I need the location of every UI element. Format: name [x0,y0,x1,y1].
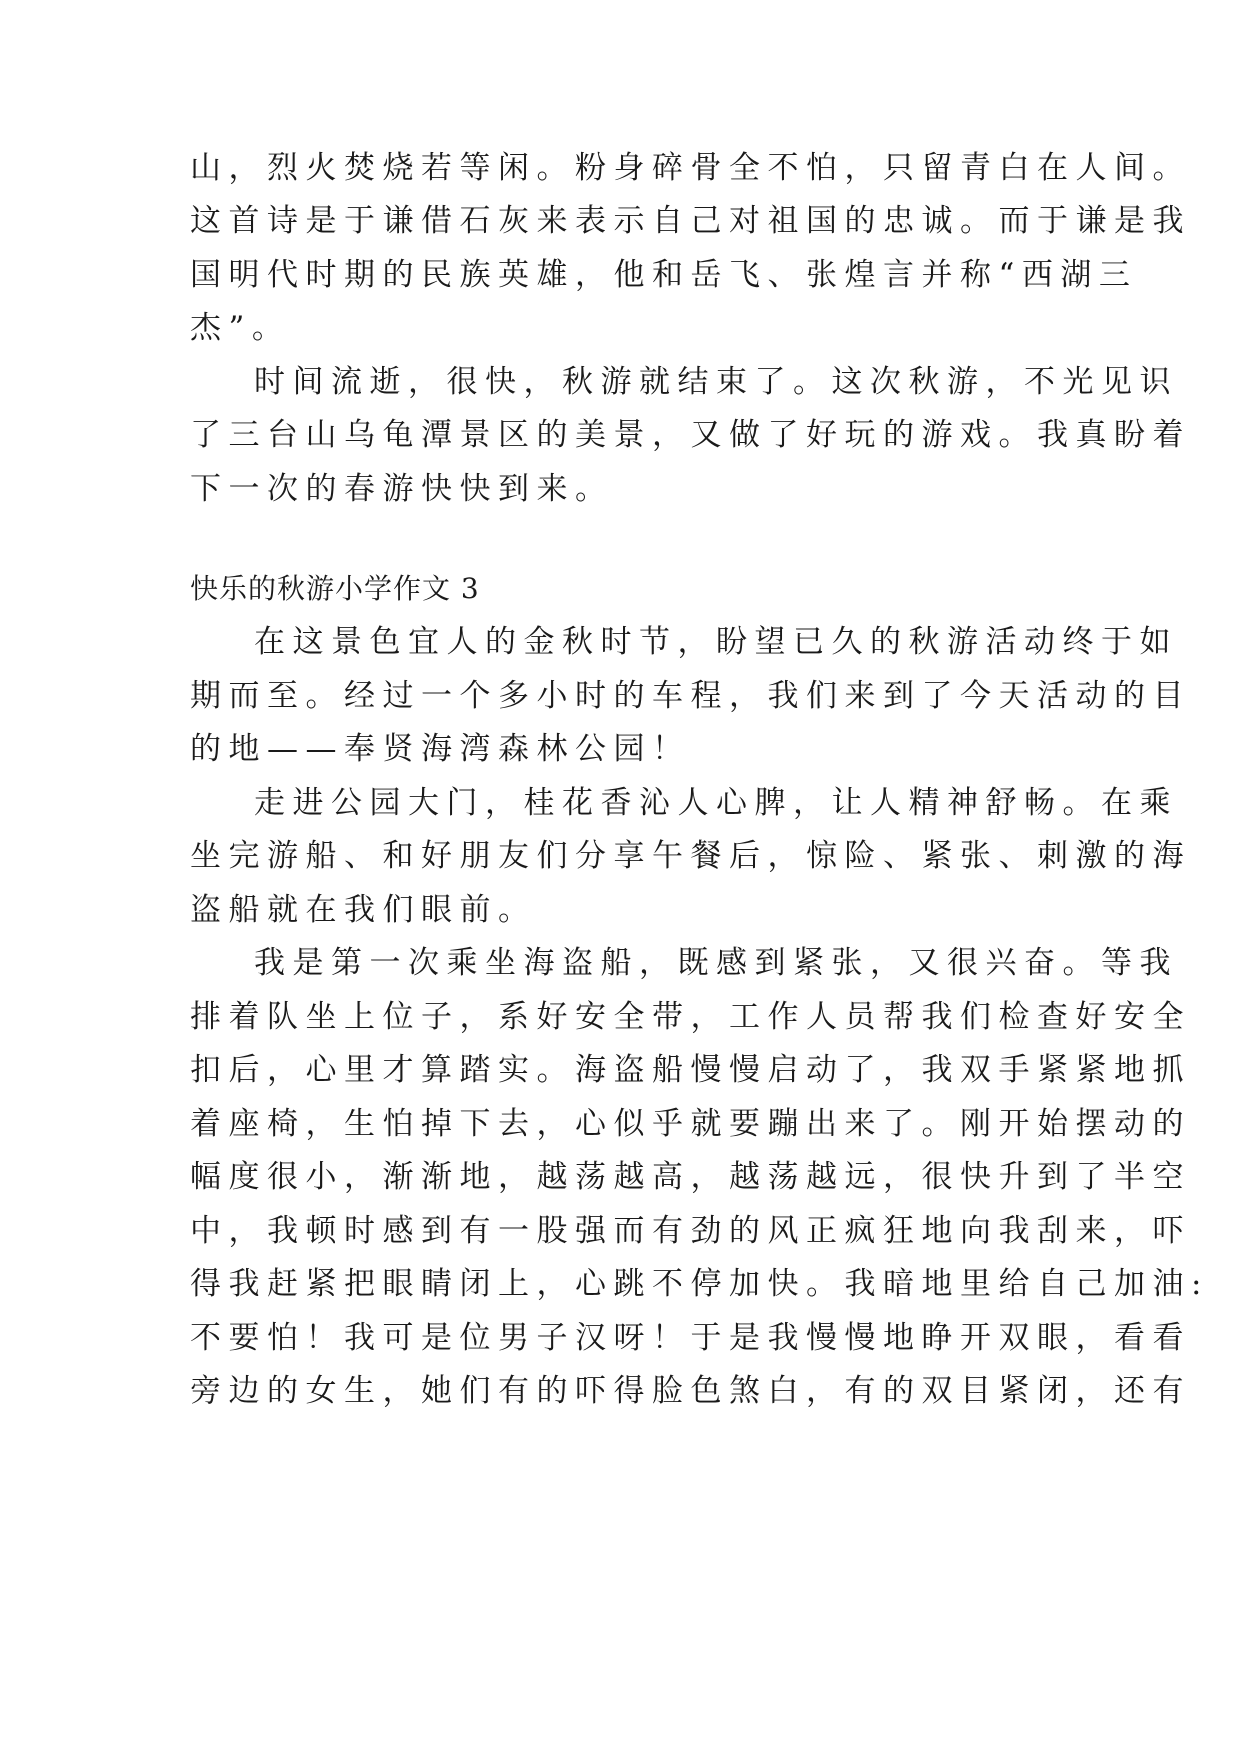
text-line: 扣后，心里才算踏实。海盗船慢慢启动了，我双手紧紧地抓 [190,1052,1191,1088]
text-line: 的地——奉贤海湾森林公园！ [190,731,691,767]
text-line: 杰”。 [190,310,291,346]
text-line: 得我赶紧把眼睛闭上，心跳不停加快。我暗地里给自己加油: [190,1266,1209,1302]
paragraph-first-line: 我是第一次乘坐海盗船，既感到紧张，又很兴奋。等我 [254,945,1178,981]
text-line: 国明代时期的民族英雄，他和岳飞、张煌言并称“西湖三 [190,257,1138,293]
paragraph-first-line: 走进公园大门，桂花香沁人心脾，让人精神舒畅。在乘 [254,785,1178,821]
text-line: 期而至。经过一个多小时的车程，我们来到了今天活动的目 [190,678,1191,714]
text-line: 山，烈火焚烧若等闲。粉身碎骨全不怕，只留青白在人间。 [190,150,1191,186]
text-line: 盗船就在我们眼前。 [190,892,537,928]
text-line: 旁边的女生，她们有的吓得脸色煞白，有的双目紧闭，还有 [190,1373,1191,1409]
text-line: 不要怕！我可是位男子汉呀！于是我慢慢地睁开双眼，看看 [190,1320,1191,1356]
text-line: 坐完游船、和好朋友们分享午餐后，惊险、紧张、刺激的海 [190,838,1191,874]
text-line: 排着队坐上位子，系好安全带，工作人员帮我们检查好安全 [190,999,1191,1035]
paragraph-first-line: 在这景色宜人的金秋时节，盼望已久的秋游活动终于如 [254,624,1178,660]
text-line: 下一次的春游快快到来。 [190,471,614,507]
text-line: 这首诗是于谦借石灰来表示自己对祖国的忠诚。而于谦是我 [190,203,1191,239]
paragraph-first-line: 时间流逝，很快，秋游就结束了。这次秋游，不光见识 [254,364,1178,400]
section-title: 快乐的秋游小学作文 3 [190,572,480,605]
text-line: 幅度很小，渐渐地，越荡越高，越荡越远，很快升到了半空 [190,1159,1191,1195]
text-line: 着座椅，生怕掉下去，心似乎就要蹦出来了。刚开始摆动的 [190,1106,1191,1142]
text-line: 中，我顿时感到有一股强而有劲的风正疯狂地向我刮来，吓 [190,1213,1191,1249]
text-line: 了三台山乌龟潭景区的美景，又做了好玩的游戏。我真盼着 [190,417,1191,453]
